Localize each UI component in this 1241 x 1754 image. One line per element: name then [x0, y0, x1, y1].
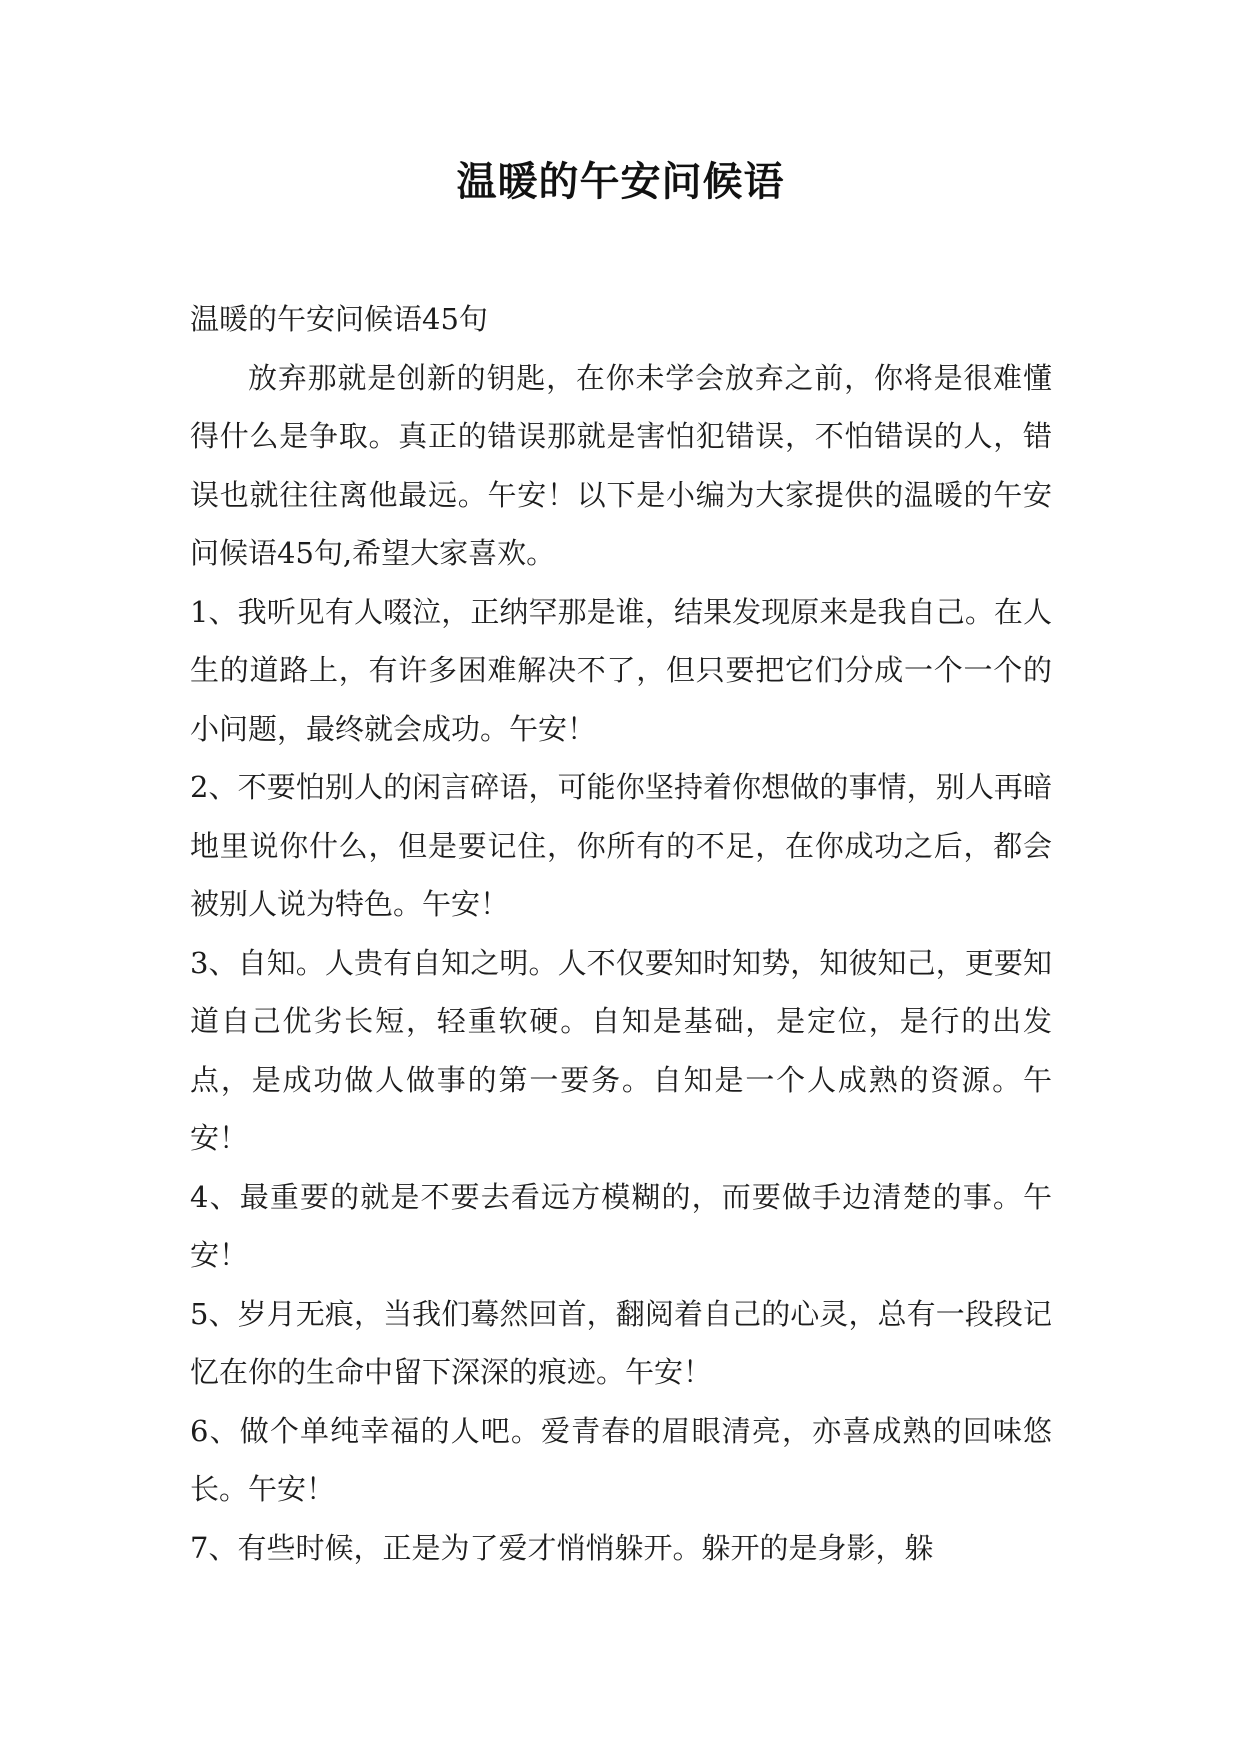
list-item-1: 1、我听见有人啜泣，正纳罕那是谁，结果发现原来是我自己。在人生的道路上，有许多困难解决不了，但只要把它们分成一个一个的小问题，最终就会成功。午安！ [190, 594, 1052, 746]
intro-paragraph: 放弃那就是创新的钥匙，在你未学会放弃之前，你将是很难懂得什么是争取。真正的错误那就是害怕犯错误，不怕错误的人，错误也就往往离他最远。午安！以下是小编为大家提供的温暖的午安问候语45句,希望大家喜欢。 [190, 360, 1052, 570]
subtitle-paragraph: 温暖的午安问候语45句 [190, 302, 488, 336]
list-item-6: 6、做个单纯幸福的人吧。爱青春的眉眼清亮，亦喜成熟的回味悠长。午安！ [190, 1413, 1052, 1506]
list-item-3: 3、自知。人贵有自知之明。人不仅要知时知势，知彼知己，更要知道自己优劣长短，轻重软硬。自知是基础，是定位，是行的出发点，是成功做人做事的第一要务。自知是一个人成熟的资源。午安！ [190, 945, 1052, 1155]
list-item-7: 7、有些时候，正是为了爱才悄悄躲开。躲开的是身影，躲 [190, 1530, 934, 1565]
list-item-2: 2、不要怕别人的闲言碎语，可能你坚持着你想做的事情，别人再暗地里说你什么，但是要记住，你所有的不足，在你成功之后，都会被别人说为特色。午安！ [190, 770, 1052, 921]
list-item-5: 5、岁月无痕，当我们蓦然回首，翻阅着自己的心灵，总有一段段记忆在你的生命中留下深深的痕迹。午安！ [190, 1296, 1052, 1389]
list-item-4: 4、最重要的就是不要去看远方模糊的，而要做手边清楚的事。午安！ [190, 1179, 1052, 1272]
document-body [190, 290, 1052, 1577]
document-title: 温暖的午安问候语 [456, 159, 785, 205]
